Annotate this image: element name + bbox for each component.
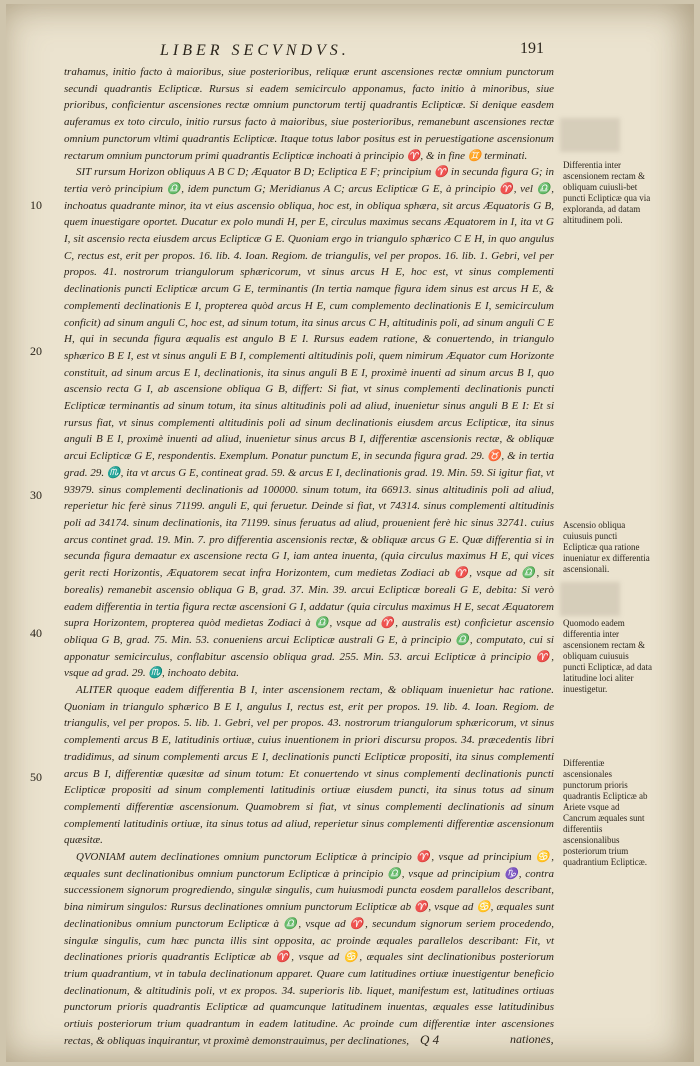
line-number-10: 10 xyxy=(30,198,42,212)
margin-note: Differentia inter ascensionem rectam & obliquam cuiusli-bet puncti Eclipticæ qua via exploranda, ad datam altitudinem poli. xyxy=(563,160,651,225)
catchword: nationes, xyxy=(510,1032,554,1046)
line-number-40: 40 xyxy=(30,626,42,640)
paragraph-aliter: ALITER quoque eadem differentia B I, inter ascensionem rectam, & obliquam inuenietur hac ratione. Quoniam in triangulo sphærico B E I, angulus I, rectus est, erit per propos. 19. lib. 4. Ioan. Regiom. de triangulis, vel per propos. 5. lib. 1. Gebri, vel per propos. 43. nostrorum triangulorum sphæricorum, vt sinus complementi arcus B E, latitudinis ortiuæ, cuius inuentionem in priori discursu propos. 34. præcedentis libri tradidimus, ad sinum complementi arcus E I, declinationis puncti Eclipticæ propositi, ita sinus complementi arcus B I, differentiæ quæsitæ ad sinum totum: Et conuertendo vt sinus complementi declinationis puncti Eclipticæ propositi ad sinum complementi latitudinis ortiuæ eiusdem puncti, ita sinus totus ad sinum complementi differentiæ ascensionum. Quamobrem si fiat, vt sinus complementi declinationis ad sinum complementi latitudinis ortiuæ, ita sinus totus ad aliud, reperietur sinus complementi differentiæ ascensionum quæsitæ. xyxy=(64,684,554,847)
line-number-20: 20 xyxy=(30,344,42,358)
bleed-through-mark xyxy=(560,582,620,616)
line-number-50: 50 xyxy=(30,770,42,784)
running-header: LIBER SECVNDVS. xyxy=(160,42,350,59)
bleed-through-mark xyxy=(560,118,620,152)
gathering-signature: Q 4 xyxy=(420,1032,440,1047)
page-number: 191 xyxy=(520,40,544,57)
main-text-column xyxy=(64,64,554,1049)
paragraph-quoniam: QVONIAM autem declinationes omnium punctorum Eclipticæ à principio ♈, vsque ad principium ♋, æquales sunt declinationibus omnium punctorum Eclipticæ à principio ♎, vsque ad principium ♑, contra successionem signorum progrediendo, singulæ singulis, cum huiusmodi puncta eosdem parallelos describant, bina nimirum singulos: Rursus declinationes omnium punctorum Eclipticæ ab ♈, vsque ad ♋, æquales sunt declinationibus omnium punctorum Eclipticæ à ♎, vsque ad ♈, secundum signorum seriem procedendo, singulæ singulis, cum hæc puncta illis sint opposita, ac proinde æquales parallelos describant: Fit, vt declinationes prioris quadrantis Eclipticæ ab ♈, vsque ad ♋, æquales sint declinationibus posteriorum trium quadrantium, vt in tabula declinationum apparet. Quare cum latitudines ortiuæ inuestigentur beneficio declinationum, & altitudinis poli, vt ex propos. 34. superioris lib. liquet, manifestum est, latitudines ortiuas punctorum prioris quadrantis Eclipticæ ad quamcunque latitudinem inuentas, æquales esse latitudinibus ortiuis posteriorum trium quadrantum in eadem latitudine. Ac proinde cum differentiæ inter ascensiones rectas, & obliquas inquirantur, vt proximè demonstrauimus, per declinationes, xyxy=(64,851,554,1047)
line-number-30: 30 xyxy=(30,488,42,502)
paragraph-intro: trahamus, initio facto à maioribus, siue posterioribus, reliquæ erunt ascensiones rectæ omnium punctorum secundi quadrantis Eclipticæ. Rursus si eadem semicirculo apponamus, facto initio à minoribus, siue prioribus, conficientur ascensiones rectæ omnium punctorum tertij quadrantis Eclipticæ. Si denique easdem auferamus ex toto circulo, initio rursus facto à maioribus, siue posterioribus, remanebunt ascensiones rectæ omnium punctorum vltimi quadrantis Eclipticæ. Itaque totus labor positus est in peruestigatione ascensionum rectarum omnium punctorum primi quadrantis Eclipticæ inchoati à principio ♈, & in fine ♊ terminati. xyxy=(64,66,554,162)
paragraph-sit: SIT rursum Horizon obliquus A B C D; Æquator B D; Ecliptica E F; principium ♈ in secunda figura G; in tertia verò principium ♎, idem punctum G; Meridianus A C; arcus Eclipticæ G E, à principio ♈, vel ♎, inchoatus quadrante minor, ita vt eius ascensio obliqua, hoc est, in obliqua sphæra, sit arcus Æquatoris G B, quem inuestigare oportet. Ducatur ex polo mundi H, per E, circulus maximus secans Æquatorem in I, ita vt G I, sit ascensio recta eiusdem arcus Eclipticæ G E. Quoniam ergo in triangulo sphærico C E H, in quo angulus C, rectus est, erit per propos. 16. lib. 4. Ioan. Regiom. de triangulis, vel per propos. 16. lib. 1. Gebri, vel per propos. 41. nostrorum triangulorum sphæricorum, vt sinus arcus H E, hoc est, vt sinus complementi declinationis puncti Eclipticæ arcum G E, terminantis (In tertia namque figura idem sinus est arcus H E, & complementi declinationis E I, propterea quòd arcus H E, cum complemento declinationis E I, semicirculum conficit) ad sinum anguli C, hoc est, ad sinum totum, ita sinus arcus C H, altitudinis poli, ad sinum anguli C E H, qui in secunda figura æqualis est angulo B E I. Rursus eadem ratione, & conuertendo, in triangulo sphærico B E I, est vt sinus anguli E B I, complementi altitudinis poli, quem nimirum Æquator cum Horizonte constituit, ad sinum arcus E I, declinationis, ita sinus anguli B E I, proximè inuenti ad sinum arcus B I, quo ascensio recta G I, ab ascensione obliqua G B, differt: Si fiat, vt sinus complementi declinationis puncti Eclipticæ terminantis ad sinum totum, ita sinus altitudinis poli ad aliud, inuenietur sinus anguli B E I: Et si rursus fiat, vt sinus complementi altitudinis poli ad sinum declinationis eiusdem arcus Eclipticæ, ita sinus anguli B E I, proximè inuenti ad aliud, inuenietur sinus arcus B I, differentiæ ascensionis rectæ, & obliquæ arcui Eclipticæ G E, respondentis. Exemplum. Ponatur punctum E, in secunda figura grad. 29. ♉, & in tertia grad. 29. ♏, ita vt arcus G E, contineat grad. 59. & arcus E I, declinationis grad. 19. Min. 59. Si igitur fiat, vt 93979. sinus complementi declinationis ad 100000. sinum totum, ita 66913. sinus altitudinis poli ad aliud, reperietur hic ferè sinus 71199. anguli E, qui feruetur. Deinde si fiat, vt 74314. sinus complementi altitudinis poli ad 34174. sinum declinationis, ita 71199. sinus feruatus ad aliud, prouenient ferè hic sinus 32741. cuius arcus continet grad. 19. Min. 7. pro differentia ascensionis rectæ, & obliquæ arcus G E. Quæ differentia si in secunda figura demaatur ex ascensione recta G I, iam antea inuenta, (quia circulus maximus H E, qui vices gerit recti Horizontis, Æquatorem secat infra Horizontem, cum medietas Zodiaci ab ♈, vsque ad ♎, sit borealis) remanebit ascensio obliqua G B, grad. 37. Min. 39. arcui Eclipticæ boreali G E, debita: Si verò eadem differentia in tertia figura rectæ ascensioni G I, addatur (quia circulus maximus H E, secat Æquatorem supra Horizontem, propterea quòd medietas Zodiaci à ♎, vsque ad ♈, australis est) conficietur ascensio obliqua G B, grad. 75. Min. 53. conueniens arcui Eclipticæ australi G E, à principio ♎, computato, cui si apponatur semicirculus, conflabitur ascensio obliqua grad. 255. Min. 53. arcui Eclipticæ à principio ♈, vsque ad grad. 29. ♏, inchoato debita. xyxy=(64,166,554,680)
margin-note: Quomodo eadem differentia inter ascensionem rectam & obliquam cuiusuis puncti Eclipticæ, ad data latitudine loci aliter inuestigetur. xyxy=(563,618,652,694)
margin-note: Differentiæ ascensionales punctorum prioris quadrantis Eclipticæ ab Ariete vsque ad Cancrum æquales sunt differentiis ascensionalibus posteriorum trium quadrantium Eclipticæ. xyxy=(563,758,648,867)
margin-note: Ascensio obliqua cuiusuis puncti Eclipticæ qua ratione inueniatur ex differentia ascensionali. xyxy=(563,520,650,574)
